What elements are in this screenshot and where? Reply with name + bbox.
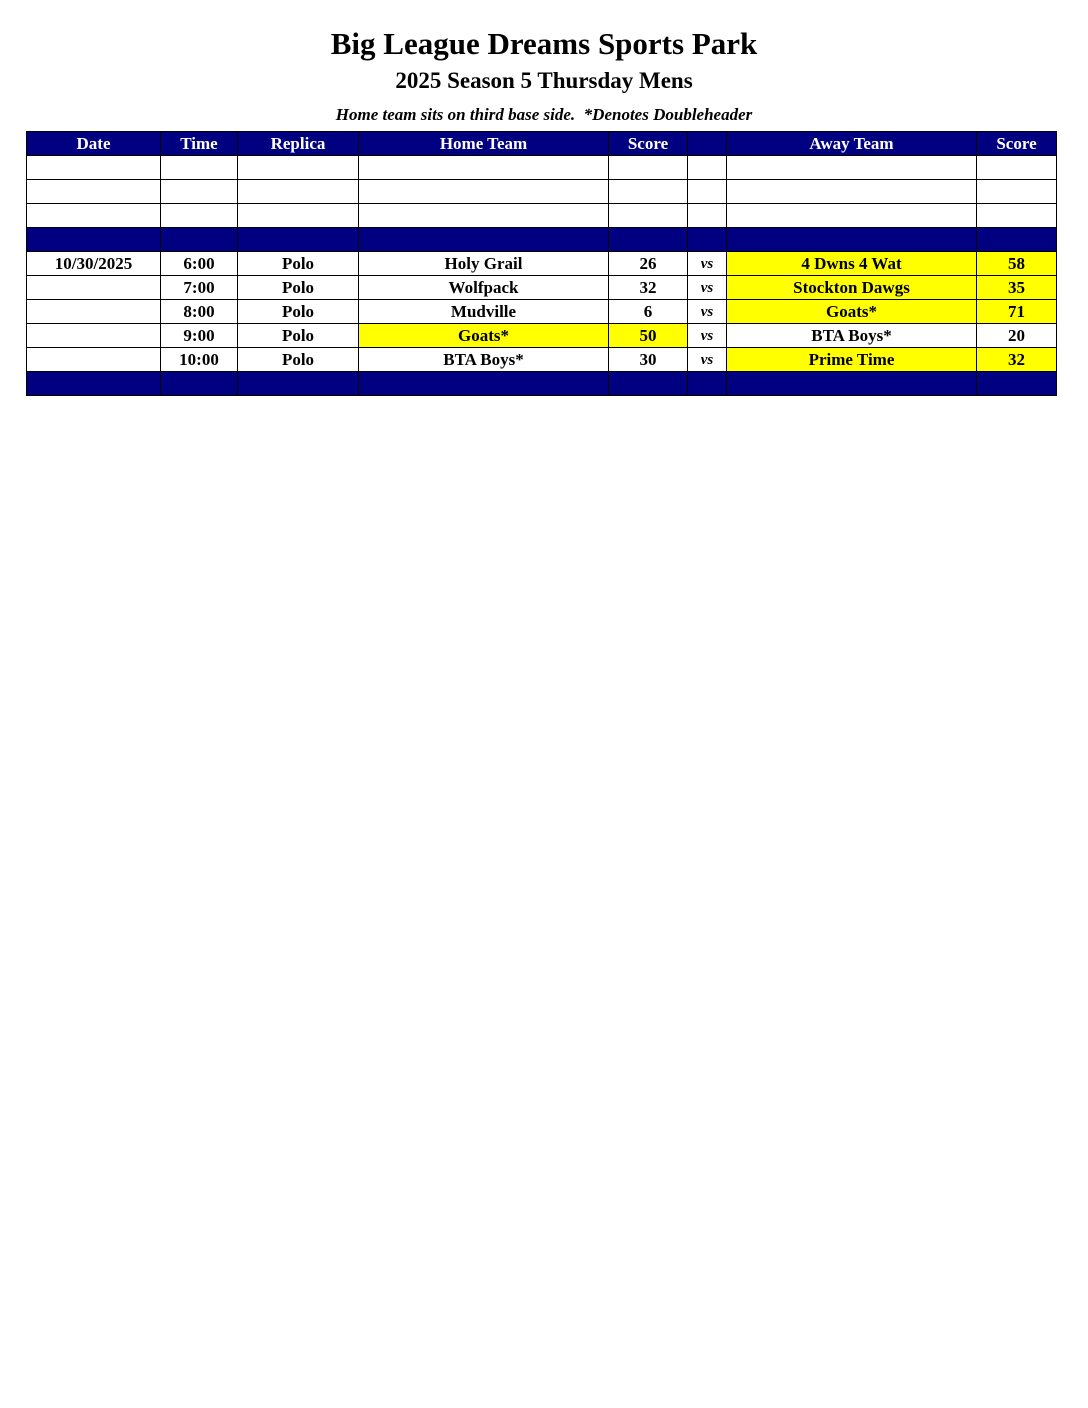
separator-cell [688, 372, 727, 396]
separator-row [27, 372, 1057, 396]
separator-cell [359, 372, 609, 396]
empty-cell [688, 156, 727, 180]
away-score: 58 [977, 252, 1057, 276]
empty-cell [161, 204, 238, 228]
home-score: 30 [609, 348, 688, 372]
separator-cell [161, 372, 238, 396]
empty-cell [161, 180, 238, 204]
game-date [27, 348, 161, 372]
separator-row [27, 228, 1057, 252]
empty-cell [27, 156, 161, 180]
away-team: BTA Boys* [727, 324, 977, 348]
empty-cell [609, 204, 688, 228]
home-team: Goats* [359, 324, 609, 348]
separator-cell [977, 228, 1057, 252]
game-date: 10/30/2025 [27, 252, 161, 276]
separator-cell [727, 228, 977, 252]
away-team: 4 Dwns 4 Wat [727, 252, 977, 276]
home-team: BTA Boys* [359, 348, 609, 372]
column-header-date: Date [27, 132, 161, 156]
separator-cell [609, 228, 688, 252]
separator-cell [977, 372, 1057, 396]
separator-cell [727, 372, 977, 396]
empty-cell [359, 156, 609, 180]
empty-cell [609, 156, 688, 180]
column-header-home-team: Home Team [359, 132, 609, 156]
empty-cell [977, 204, 1057, 228]
empty-cell [688, 180, 727, 204]
empty-cell [727, 156, 977, 180]
empty-cell [27, 180, 161, 204]
empty-cell [359, 204, 609, 228]
home-score: 6 [609, 300, 688, 324]
empty-cell [238, 204, 359, 228]
home-team: Holy Grail [359, 252, 609, 276]
game-field: Polo [238, 324, 359, 348]
vs-label: vs [688, 300, 727, 324]
empty-row [27, 180, 1057, 204]
home-team: Wolfpack [359, 276, 609, 300]
game-field: Polo [238, 252, 359, 276]
empty-row [27, 156, 1057, 180]
empty-cell [727, 204, 977, 228]
game-field: Polo [238, 348, 359, 372]
separator-cell [27, 372, 161, 396]
away-score: 35 [977, 276, 1057, 300]
separator-cell [238, 228, 359, 252]
schedule-table [26, 131, 1057, 396]
table-header-row [27, 132, 1057, 156]
game-field: Polo [238, 276, 359, 300]
game-row [27, 324, 1057, 348]
empty-cell [238, 156, 359, 180]
vs-label: vs [688, 276, 727, 300]
empty-cell [609, 180, 688, 204]
empty-cell [727, 180, 977, 204]
empty-cell [688, 204, 727, 228]
separator-cell [238, 372, 359, 396]
empty-cell [977, 156, 1057, 180]
separator-cell [688, 228, 727, 252]
game-row [27, 252, 1057, 276]
game-time: 8:00 [161, 300, 238, 324]
game-time: 10:00 [161, 348, 238, 372]
column-header-away-score: Score [977, 132, 1057, 156]
vs-label: vs [688, 252, 727, 276]
home-score: 26 [609, 252, 688, 276]
game-row [27, 276, 1057, 300]
game-date [27, 324, 161, 348]
page-subtitle: 2025 Season 5 Thursday Mens [395, 68, 693, 93]
game-date [27, 276, 161, 300]
separator-cell [27, 228, 161, 252]
away-score: 71 [977, 300, 1057, 324]
away-team: Goats* [727, 300, 977, 324]
game-time: 7:00 [161, 276, 238, 300]
home-score: 50 [609, 324, 688, 348]
empty-cell [27, 204, 161, 228]
away-team: Stockton Dawgs [727, 276, 977, 300]
empty-cell [238, 180, 359, 204]
away-score: 20 [977, 324, 1057, 348]
separator-cell [161, 228, 238, 252]
home-score: 32 [609, 276, 688, 300]
away-score: 32 [977, 348, 1057, 372]
page-title: Big League Dreams Sports Park [330, 26, 758, 61]
column-header-away-team: Away Team [727, 132, 977, 156]
game-row [27, 300, 1057, 324]
game-date [27, 300, 161, 324]
column-header-replica: Replica [238, 132, 359, 156]
column-header-home-score: Score [609, 132, 688, 156]
game-field: Polo [238, 300, 359, 324]
separator-cell [609, 372, 688, 396]
column-header-vs [688, 132, 727, 156]
vs-label: vs [688, 324, 727, 348]
home-team: Mudville [359, 300, 609, 324]
game-time: 6:00 [161, 252, 238, 276]
away-team: Prime Time [727, 348, 977, 372]
empty-cell [161, 156, 238, 180]
empty-cell [977, 180, 1057, 204]
empty-cell [359, 180, 609, 204]
separator-cell [359, 228, 609, 252]
game-row [27, 348, 1057, 372]
column-header-time: Time [161, 132, 238, 156]
vs-label: vs [688, 348, 727, 372]
game-time: 9:00 [161, 324, 238, 348]
empty-row [27, 204, 1057, 228]
schedule-note: Home team sits on third base side. *Denotes Doubleheader [335, 105, 753, 124]
